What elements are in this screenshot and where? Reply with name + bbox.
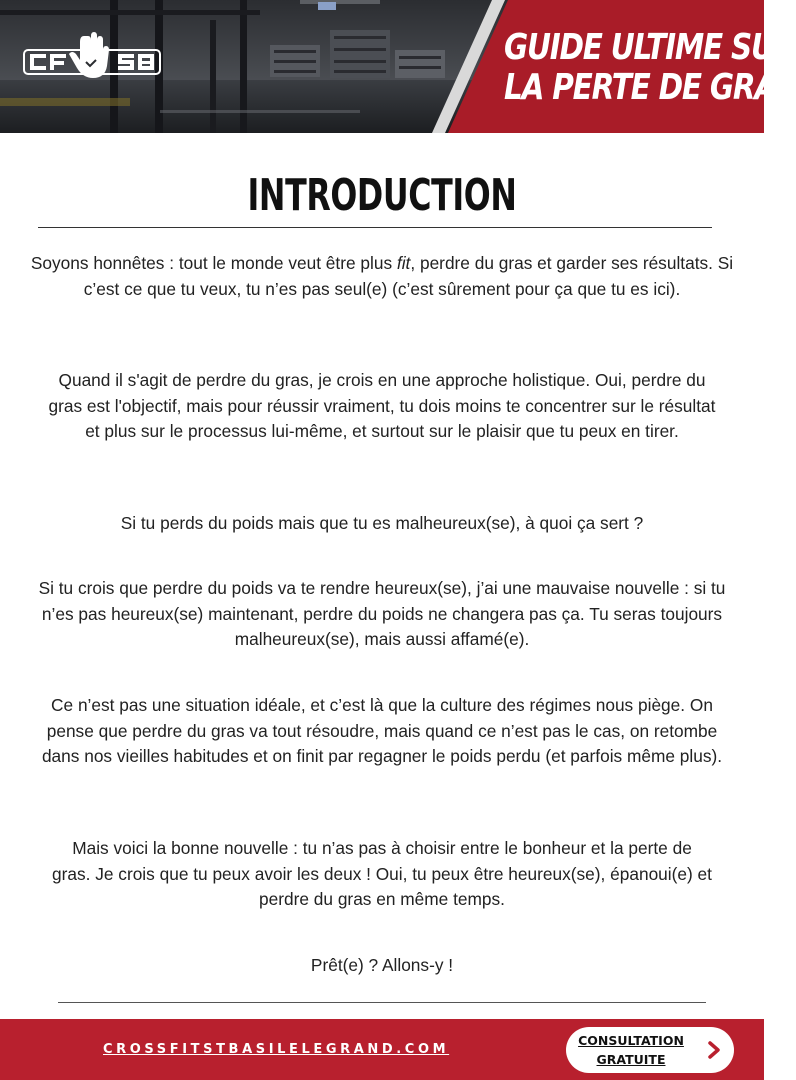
consultation-line2: GRATUITE (596, 1052, 666, 1067)
paragraph-7: Prêt(e) ? Allons-y ! (310, 955, 454, 975)
paragraph-1-text-a: Soyons honnêtes : tout le monde veut être plus (30, 253, 397, 273)
consultation-button-label (566, 1031, 696, 1069)
consultation-line1: CONSULTATION (578, 1033, 684, 1048)
website-link[interactable]: CROSSFITSTBASILELEGRAND.COM (103, 1042, 450, 1057)
paragraph-5: Ce n’est pas une situation idéale, et c’est là que la culture des régimes nous piège. On pense que perdre du gras va tout résoudre, mais quand ce n’est pas le cas, on retombe dans nos vieilles habitudes et on finit par regagner le poids perdu (et parfois même plus). (41, 695, 723, 766)
paragraph-4: Si tu crois que perdre du poids va te rendre heureux(se), j’ai une mauvaise nouvelle : si tu n’es pas heureux(se) maintenant, perdre du poids ne changera pas ça. Tu seras toujours malheureux(se), mais aussi affamé(e). (38, 578, 726, 649)
paragraph-3: Si tu perds du poids mais que tu es malheureux(se), à quoi ça sert ? (120, 513, 644, 533)
page-title: INTRODUCTION (247, 170, 517, 221)
footer-divider (58, 1002, 706, 1003)
header-banner (0, 0, 796, 133)
paragraph-6: Mais voici la bonne nouvelle : tu n’as pas à choisir entre le bonheur et la perte de gras. Je crois que tu peux avoir les deux ! Oui, tu peux être heureux(se), épanoui(e) et perdre du gras en même temps. (52, 838, 712, 909)
chevron-right-icon (704, 1040, 724, 1060)
paragraph-1 (18, 251, 746, 302)
title-divider (38, 227, 712, 228)
cfsb-logo (22, 22, 162, 84)
paragraph-1-text-b: , perdre du gras et garder ses résultats. Si c’est ce que tu veux, tu n’es pas seul(e) (c’est sûrement pour ça que tu es ici). (83, 253, 734, 299)
guide-title (504, 27, 796, 108)
guide-title-line1: GUIDE ULTIME SUR (504, 27, 796, 68)
footer-bar (0, 1019, 764, 1080)
paragraph-2: Quand il s'agit de perdre du gras, je crois en une approche holistique. Oui, perdre du gras est l'objectif, mais pour réussir vraiment, tu dois moins te concentrer sur le résultat et plus sur le processus lui-même, et surtout sur le plaisir que tu peux en tirer. (48, 370, 716, 441)
guide-title-line2: LA PERTE DE GRAS (504, 67, 796, 108)
consultation-button[interactable] (566, 1027, 734, 1073)
paragraph-1-italic: fit (396, 253, 411, 273)
